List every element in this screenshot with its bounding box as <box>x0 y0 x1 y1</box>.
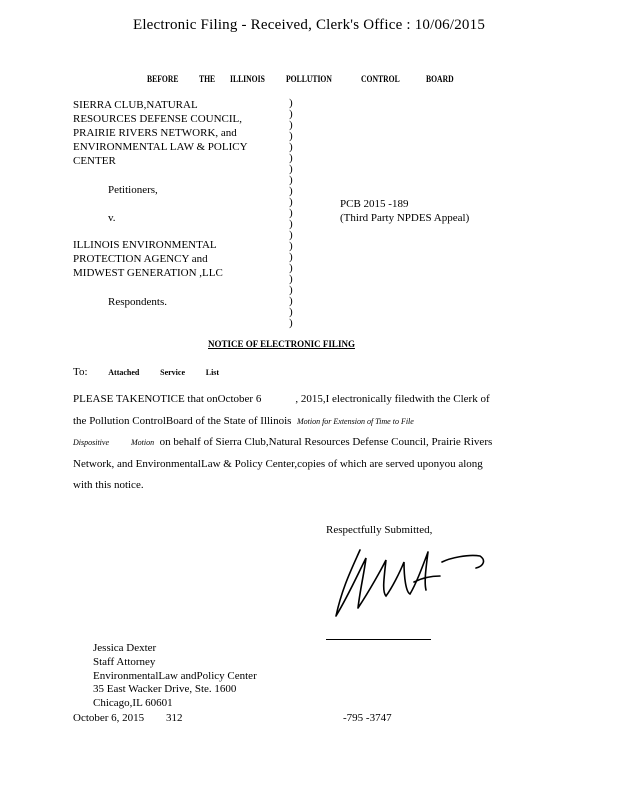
petitioners-label: Petitioners, <box>108 184 158 196</box>
board-word-board: BOARD <box>426 74 454 84</box>
notice-title: NOTICE OF ELECTRONIC FILING <box>208 339 355 349</box>
body-text: on behalf of Sierra Club,Natural Resources Defense Council, Prairie Rivers <box>159 436 493 448</box>
petitioner-line: PRAIRIE RIVERS NETWORK, and <box>73 127 237 139</box>
notice-body <box>73 389 543 497</box>
case-number: PCB 2015 -189 <box>340 198 409 210</box>
to-label: To: <box>73 366 88 378</box>
body-text: , 2015,I electronically filedwith the Clerk of <box>295 393 490 405</box>
body-line-2 <box>73 411 543 433</box>
body-text: the Pollution ControlBoard of the State of Illinois <box>73 414 292 427</box>
respondents-label: Respondents. <box>108 296 167 308</box>
to-word: Service <box>160 368 185 377</box>
board-word-the: THE <box>199 74 216 84</box>
signature-line <box>326 639 431 640</box>
motion-title: Motion <box>131 438 155 447</box>
petitioners-block <box>73 98 248 168</box>
filing-stamp: Electronic Filing - Received, Clerk's Office : 10/06/2015 <box>132 17 486 33</box>
phone-number: -795 -3747 <box>343 712 392 724</box>
author-block <box>93 642 257 711</box>
author-street: 35 East Wacker Drive, Ste. 1600 <box>93 683 237 696</box>
respondents-block <box>73 238 223 280</box>
petitioner-line: CENTER <box>73 155 116 167</box>
board-word-pollution: POLLUTION <box>286 74 332 84</box>
motion-title: Dispositive <box>73 438 109 447</box>
to-line <box>73 366 219 378</box>
body-line-1 <box>73 389 543 411</box>
author-org: EnvironmentalLaw andPolicy Center <box>93 669 257 682</box>
petitioner-line: ENVIRONMENTAL LAW & POLICY <box>73 141 248 153</box>
author-city: Chicago,IL 60601 <box>93 697 173 710</box>
board-word-illinois: ILLINOIS <box>230 74 265 84</box>
caption-brackets: ) ) ) ) ) ) ) ) ) ) ) ) ) ) ) ) ) ) ) ) ) <box>289 97 293 329</box>
board-word-control: CONTROL <box>361 74 400 84</box>
to-word: Attached <box>108 368 140 377</box>
to-word: List <box>205 368 220 377</box>
case-type: (Third Party NPDES Appeal) <box>340 212 470 224</box>
author-name: Jessica Dexter <box>93 642 157 654</box>
body-line-3 <box>73 432 543 454</box>
respondent-line: MIDWEST GENERATION ,LLC <box>73 267 223 279</box>
date: October 6, 2015 <box>73 712 145 724</box>
respondent-line: ILLINOIS ENVIRONMENTAL <box>73 239 217 251</box>
motion-title: Motion for Extension of Time to File <box>296 416 414 426</box>
author-title: Staff Attorney <box>93 655 156 668</box>
signoff: Respectfully Submitted, <box>326 524 433 536</box>
body-line-5: with this notice. <box>73 479 144 491</box>
petitioner-line: SIERRA CLUB,NATURAL <box>73 99 198 111</box>
versus: v. <box>108 212 116 224</box>
phone-area-code: 312 <box>166 712 183 724</box>
respondent-line: PROTECTION AGENCY and <box>73 253 208 265</box>
board-word-before: BEFORE <box>147 74 179 84</box>
petitioner-line: RESOURCES DEFENSE COUNCIL, <box>73 113 242 125</box>
signature-image <box>330 538 495 623</box>
body-text: PLEASE TAKENOTICE that onOctober 6 <box>73 393 262 405</box>
body-line-4: Network, and EnvironmentalLaw & Policy Center,copies of which are served uponyou along <box>73 457 483 470</box>
